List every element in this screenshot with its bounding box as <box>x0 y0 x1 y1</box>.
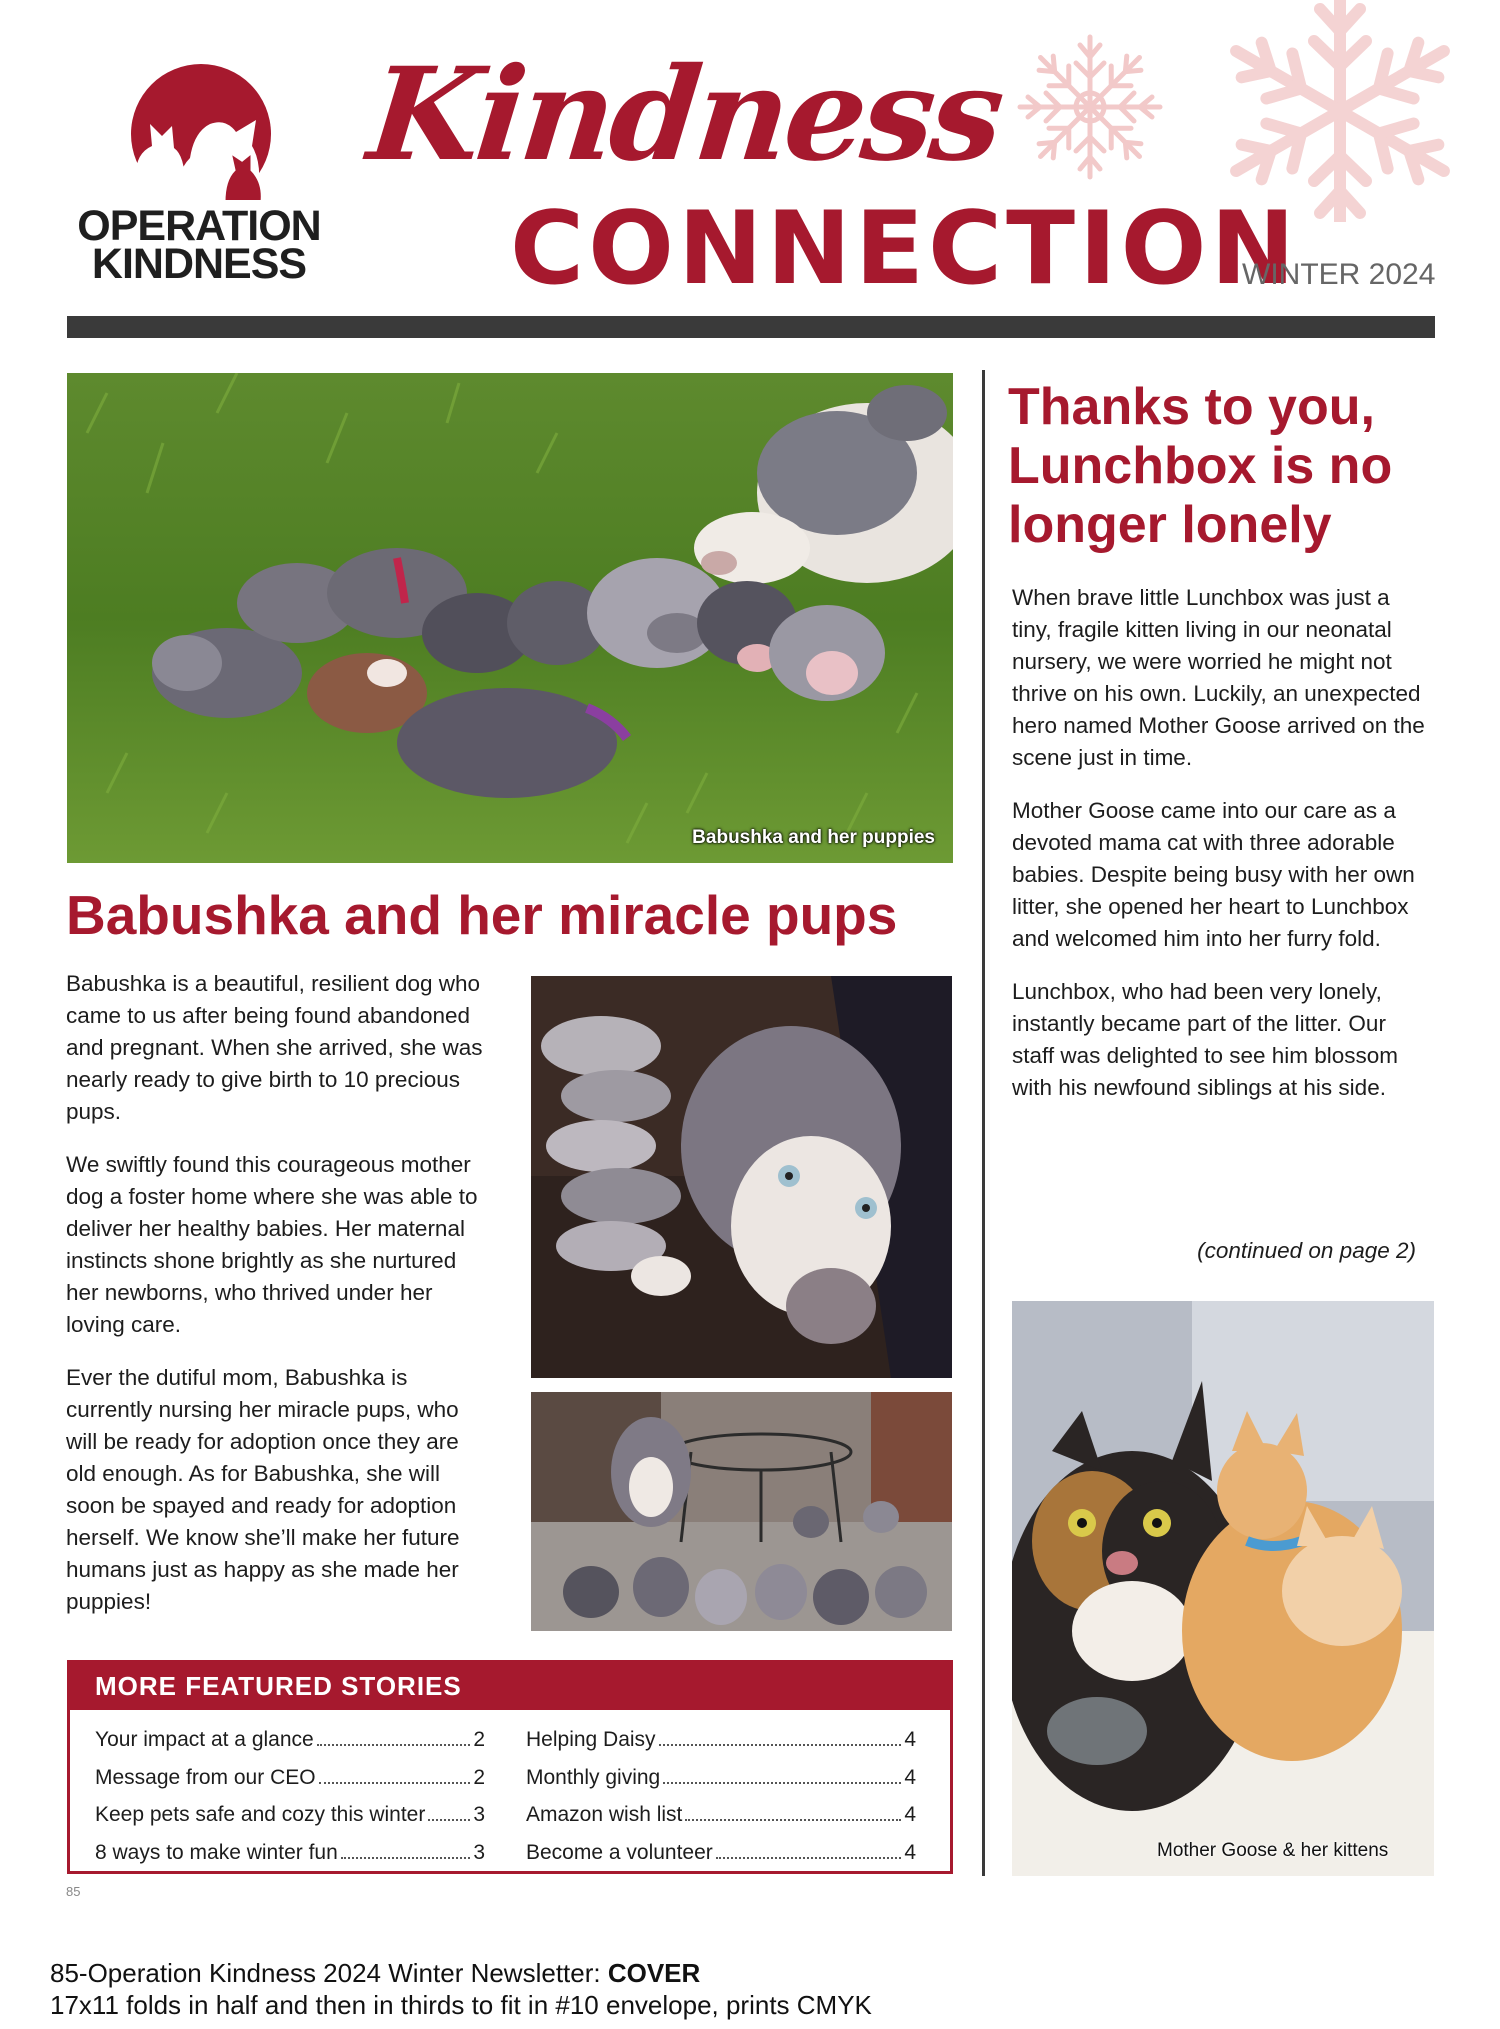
masthead-title-script: Kindness <box>362 40 1007 190</box>
logo-line-1: OPERATION <box>77 202 321 250</box>
featured-stories-title: MORE FEATURED STORIES <box>70 1663 950 1710</box>
kittens-caption: Mother Goose & her kittens <box>1157 1840 1389 1861</box>
operation-kindness-logo[interactable] <box>64 62 334 294</box>
babushka-headline: Babushka and her miracle pups <box>66 884 898 946</box>
lunchbox-paragraph-1: When brave little Lunchbox was just a tiny, fragile kitten living in our neonatal nursery, we were worried he might not thrive on his own. Luckily, an unexpected hero named Mother Goose arrived on the scene just in time. <box>1012 585 1425 770</box>
pets-silhouette-icon <box>106 62 296 202</box>
babushka-paragraph-3: Ever the dutiful mom, Babushka is currently nursing her miracle pups, who will be ready for adoption once they are old enough. As for Babushka, she will soon be spayed and ready for adoption herself. We know she’ll make her future humans just as happy as she made her puppies! <box>66 1365 460 1614</box>
snowflake-icon <box>1015 28 1165 186</box>
lunchbox-article <box>1012 582 1432 1125</box>
featured-stories-box <box>67 1660 953 1874</box>
column-divider <box>982 370 985 1876</box>
slug-cover-label: COVER <box>607 1958 701 1988</box>
patio-photo[interactable] <box>531 1392 952 1631</box>
featured-list-right <box>526 1728 916 1873</box>
lunchbox-paragraph-3: Lunchbox, who had been very lonely, instantly became part of the litter. Our staff was delighted to see him blossom with his newfound siblings at his side. <box>1012 979 1399 1100</box>
puppies-caption: Babushka and her puppies <box>692 827 935 848</box>
featured-item[interactable]: Keep pets safe and cozy this winter 3 <box>95 1803 485 1826</box>
print-slug <box>50 1957 872 2021</box>
continued-note[interactable]: (continued on page 2) <box>1197 1238 1416 1263</box>
featured-item[interactable]: Monthly giving 4 <box>526 1765 916 1789</box>
logo-line-2: KINDNESS <box>91 240 307 288</box>
featured-item[interactable]: Helping Daisy 4 <box>526 1728 916 1751</box>
mother-goose-kittens-image <box>1012 1301 1434 1876</box>
slug-line-2: 17x11 folds in half and then in thirds to fit in #10 envelope, prints CMYK <box>50 1990 872 2020</box>
nursing-photo[interactable] <box>531 976 952 1378</box>
patio-pups-image <box>531 1392 952 1631</box>
babushka-paragraph-2: We swiftly found this courageous mother dog a foster home where she was able to deliver her healthy babies. Her maternal instincts shone brightly as she nurtured her newborns, who thrived under her loving care. <box>66 1152 478 1337</box>
lunchbox-paragraph-2: Mother Goose came into our care as a devoted mama cat with three adorable babies. Despite being busy with her own litter, she opened her heart to Lunchbox and welcomed him into her furry fold. <box>1012 798 1415 951</box>
page-number: 85 <box>66 1884 81 1899</box>
featured-item[interactable]: Your impact at a glance 2 <box>95 1728 485 1751</box>
lunchbox-headline: Thanks to you, Lunchbox is no longer lonely <box>1008 378 1393 554</box>
masthead-title-block: CONNECTION <box>510 189 1300 307</box>
puppies-photo[interactable] <box>67 373 953 863</box>
issue-date: WINTER 2024 <box>1242 258 1436 291</box>
featured-item[interactable]: Amazon wish list 4 <box>526 1803 916 1826</box>
featured-list-left <box>95 1728 485 1878</box>
nursing-dog-image <box>531 976 952 1378</box>
kittens-photo[interactable] <box>1012 1301 1434 1876</box>
featured-item[interactable]: Become a volunteer 4 <box>526 1840 916 1864</box>
logo-wordmark <box>64 202 334 288</box>
featured-item[interactable]: Message from our CEO 2 <box>95 1765 485 1789</box>
puppies-grass-image <box>67 373 953 863</box>
featured-item[interactable]: 8 ways to make winter fun 3 <box>95 1840 485 1864</box>
babushka-article <box>66 968 486 1639</box>
masthead-divider <box>67 316 1435 338</box>
slug-line-1: 85-Operation Kindness 2024 Winter Newsletter: COVER <box>50 1958 701 1988</box>
babushka-paragraph-1: Babushka is a beautiful, resilient dog who came to us after being found abandoned and pregnant. When she arrived, she was nearly ready to give birth to 10 precious pups. <box>66 971 483 1124</box>
